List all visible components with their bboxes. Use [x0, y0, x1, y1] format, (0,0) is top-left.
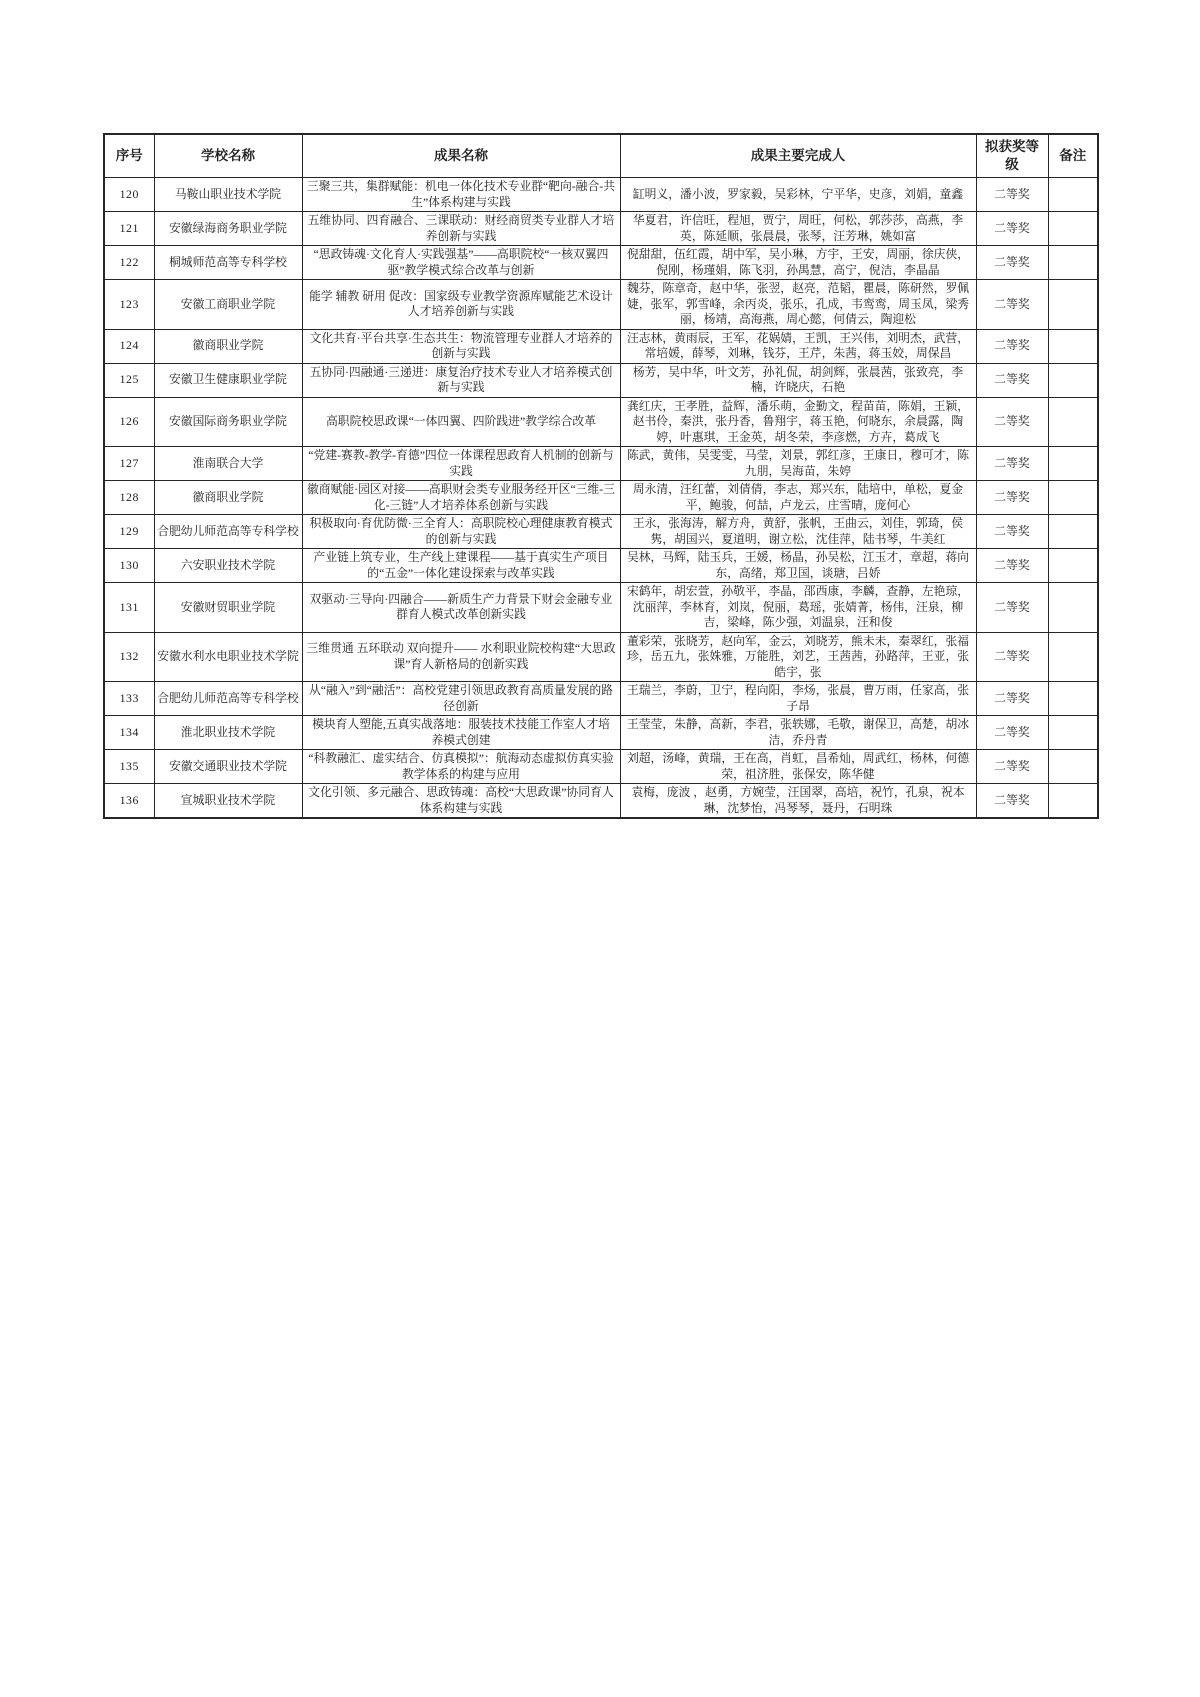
school-name-cell: 安徽水利水电职业技术学院 — [154, 632, 302, 682]
contributors-cell: 魏芬，陈章奇，赵中华，张翌，赵亮，范韬，瞿晨，陈研然，罗佩婕，张军，郭雪峰，余丙炎，张乐，孔成，韦鸾鸾，周玉凤，梁秀丽，杨靖，高海燕，周心懿，何倩云，陶迎松 — [620, 280, 976, 330]
contributors-cell: 袁梅，庞波 ，赵勇，方婉莹，汪国翠，高培，祝竹，孔泉，祝本琳，沈梦怡，冯琴琴，聂丹，石明珠 — [620, 784, 976, 819]
contributors-cell: 董彩荣，张晓芳，赵向军，金云，刘晓芳，熊未未，秦翠红，张福珍，岳五九，张姝雅，万能胜，刘艺，王茜茜，孙路萍，王亚，张皓宇，张 — [620, 632, 976, 682]
achievement-name-cell: “思政铸魂·文化育人·实践强基”——高职院校“一核双翼四驱”教学模式综合改革与创新 — [302, 246, 620, 280]
award-results-table — [103, 133, 1099, 819]
award-level-cell: 二等奖 — [976, 583, 1048, 633]
achievement-name-cell: 能学 辅教 研用 促改：国家级专业教学资源库赋能艺术设计人才培养创新与实践 — [302, 280, 620, 330]
serial-number-cell: 130 — [104, 549, 154, 583]
table-row — [104, 280, 1098, 330]
contributors-cell: 倪甜甜，伍红霞，胡中军，吴小琳，方宇，王安，周丽，徐庆侠，倪刚，杨瑾娟，陈飞羽，孙禺慧，高宁，倪洁，李晶晶 — [620, 246, 976, 280]
achievement-name-cell: 双驱动·三导向·四融合——新质生产力背景下财会金融专业群育人模式改革创新实践 — [302, 583, 620, 633]
table-row — [104, 447, 1098, 481]
serial-number-cell: 132 — [104, 632, 154, 682]
table-row — [104, 716, 1098, 750]
achievement-name-cell: “科教融汇、虚实结合、仿真模拟”：航海动态虚拟仿真实验教学体系的构建与应用 — [302, 750, 620, 784]
achievement-name-cell: 高职院校思政课“一体四翼、四阶践进”教学综合改革 — [302, 397, 620, 447]
table-row — [104, 397, 1098, 447]
contributors-cell: 缸明义，潘小波，罗家毅，吴彩林，宁平华，史彦，刘娟，童鑫 — [620, 178, 976, 212]
table-row — [104, 246, 1098, 280]
remarks-cell — [1048, 682, 1098, 716]
contributors-cell: 宋鹤年，胡宏萱，孙敬平，李晶，邵西康，李麟，查静，左艳琼，沈丽萍，李林育，刘岚，倪丽，葛瑶，张婧菁，杨伟，汪泉，柳吉，梁峰，陈少强，刘温泉，汪和俊 — [620, 583, 976, 633]
table-header-row — [104, 134, 1098, 178]
school-name-cell: 六安职业技术学院 — [154, 549, 302, 583]
table-row — [104, 329, 1098, 363]
award-level-cell: 二等奖 — [976, 280, 1048, 330]
serial-number-cell: 135 — [104, 750, 154, 784]
remarks-cell — [1048, 363, 1098, 397]
remarks-cell — [1048, 178, 1098, 212]
school-name-cell: 桐城师范高等专科学校 — [154, 246, 302, 280]
table-row — [104, 481, 1098, 515]
achievement-name-cell: 产业链上筑专业，生产线上建课程——基于真实生产项目的“五金”一体化建设探索与改革实践 — [302, 549, 620, 583]
school-name-cell: 淮南联合大学 — [154, 447, 302, 481]
award-level-cell: 二等奖 — [976, 784, 1048, 819]
achievement-name-cell: 模块育人塑能,五真实战落地：服装技术技能工作室人才培养模式创建 — [302, 716, 620, 750]
remarks-cell — [1048, 481, 1098, 515]
award-level-cell: 二等奖 — [976, 178, 1048, 212]
remarks-cell — [1048, 212, 1098, 246]
serial-number-cell: 122 — [104, 246, 154, 280]
school-name-cell: 徽商职业学院 — [154, 329, 302, 363]
header-school-name: 学校名称 — [154, 134, 302, 178]
contributors-cell: 华夏君，许信旺，程旭，贾宁，周旺，何松，郭莎莎，高燕，李英，陈延顺，张晨晨，张琴，汪芳琳，姚如富 — [620, 212, 976, 246]
award-level-cell: 二等奖 — [976, 246, 1048, 280]
achievement-name-cell: 积极取向·育优防微·三全育人：高职院校心理健康教育模式的创新与实践 — [302, 515, 620, 549]
table-row — [104, 549, 1098, 583]
school-name-cell: 淮北职业技术学院 — [154, 716, 302, 750]
achievement-name-cell: 五协同·四融通·三递进：康复治疗技术专业人才培养模式创新与实践 — [302, 363, 620, 397]
serial-number-cell: 121 — [104, 212, 154, 246]
award-level-cell: 二等奖 — [976, 716, 1048, 750]
serial-number-cell: 126 — [104, 397, 154, 447]
award-level-cell: 二等奖 — [976, 481, 1048, 515]
school-name-cell: 合肥幼儿师范高等专科学校 — [154, 682, 302, 716]
achievement-name-cell: 从“融入”到“融活”：高校党建引领思政教育高质量发展的路径创新 — [302, 682, 620, 716]
achievement-name-cell: 徽商赋能·园区对接——高职财会类专业服务经开区“三维-三化-三链”人才培养体系创新与实践 — [302, 481, 620, 515]
contributors-cell: 王永，张海涛，解方舟，黄舒，张帆，王曲云，刘佳，郭琦，侯隽，胡国兴，夏道明，谢立松，沈佳萍，陆书琴，牛美红 — [620, 515, 976, 549]
award-level-cell: 二等奖 — [976, 447, 1048, 481]
remarks-cell — [1048, 329, 1098, 363]
table-row — [104, 583, 1098, 633]
award-level-cell: 二等奖 — [976, 632, 1048, 682]
table-row — [104, 178, 1098, 212]
table-row — [104, 363, 1098, 397]
school-name-cell: 安徽国际商务职业学院 — [154, 397, 302, 447]
achievement-name-cell: 三维贯通 五环联动 双向提升—— 水利职业院校构建“大思政课”育人新格局的创新实践 — [302, 632, 620, 682]
school-name-cell: 马鞍山职业技术学院 — [154, 178, 302, 212]
contributors-cell: 周永清，汪红蕾，刘倩倩，李志，郑兴东，陆培中，单松，夏金平，鲍骏，何喆，卢龙云，庄雪晴，庞何心 — [620, 481, 976, 515]
table-row — [104, 212, 1098, 246]
serial-number-cell: 136 — [104, 784, 154, 819]
contributors-cell: 王莹莹，朱静，高新，李君，张轶娜，毛敬，谢保卫，高楚，胡冰洁，乔丹青 — [620, 716, 976, 750]
school-name-cell: 合肥幼儿师范高等专科学校 — [154, 515, 302, 549]
school-name-cell: 安徽财贸职业学院 — [154, 583, 302, 633]
table-row — [104, 632, 1098, 682]
achievement-name-cell: 三聚三共，集群赋能：机电一体化技术专业群“靶向-融合-共生”体系构建与实践 — [302, 178, 620, 212]
award-level-cell: 二等奖 — [976, 515, 1048, 549]
contributors-cell: 刘超，汤峰，黄瑞，王在高，肖虹，昌希灿，周武红，杨林，何德荣，祖济胜，张保安，陈华健 — [620, 750, 976, 784]
serial-number-cell: 134 — [104, 716, 154, 750]
award-level-cell: 二等奖 — [976, 397, 1048, 447]
award-level-cell: 二等奖 — [976, 329, 1048, 363]
contributors-cell: 龚红庆，王孝胜，益辉，潘乐萌，金勤文，程苗苗，陈娟，王颖，赵书伶，秦洪，张丹香，鲁翔宇，蒋玉艳，何晓东，余晨露，陶婷，叶惠琪，王金英，胡冬荣，李彦燃，方卉，葛成飞 — [620, 397, 976, 447]
serial-number-cell: 133 — [104, 682, 154, 716]
serial-number-cell: 125 — [104, 363, 154, 397]
school-name-cell: 徽商职业学院 — [154, 481, 302, 515]
remarks-cell — [1048, 397, 1098, 447]
contributors-cell: 杨芳，吴中华，叶文芳，孙礼侃，胡剑辉，张晨茜，张致亮，李楠，许晓庆，石艳 — [620, 363, 976, 397]
school-name-cell: 安徽卫生健康职业学院 — [154, 363, 302, 397]
contributors-cell: 王瑞兰，李蔚，卫宁，程向阳，李炀，张晨，曹万雨，任家高，张子昂 — [620, 682, 976, 716]
serial-number-cell: 124 — [104, 329, 154, 363]
school-name-cell: 安徽工商职业学院 — [154, 280, 302, 330]
achievement-name-cell: 文化引领、多元融合、思政铸魂：高校“大思政课”协同育人体系构建与实践 — [302, 784, 620, 819]
header-serial-number: 序号 — [104, 134, 154, 178]
serial-number-cell: 131 — [104, 583, 154, 633]
award-level-cell: 二等奖 — [976, 212, 1048, 246]
achievement-name-cell: 文化共育·平台共享·生态共生：物流管理专业群人才培养的创新与实践 — [302, 329, 620, 363]
remarks-cell — [1048, 515, 1098, 549]
contributors-cell: 吴林，马辉，陆玉兵，王媛，杨晶，孙吴松，江玉才，章超，蒋向东，高绪，郑卫国，谈瑭，吕娇 — [620, 549, 976, 583]
award-level-cell: 二等奖 — [976, 750, 1048, 784]
remarks-cell — [1048, 246, 1098, 280]
header-achievement-name: 成果名称 — [302, 134, 620, 178]
remarks-cell — [1048, 583, 1098, 633]
contributors-cell: 陈武，黄伟，吴雯雯，马莹，刘景，郭红彦，王康日，穆可才，陈九朋，吴海苗，朱婷 — [620, 447, 976, 481]
award-level-cell: 二等奖 — [976, 363, 1048, 397]
serial-number-cell: 120 — [104, 178, 154, 212]
award-level-cell: 二等奖 — [976, 682, 1048, 716]
table-row — [104, 682, 1098, 716]
serial-number-cell: 127 — [104, 447, 154, 481]
remarks-cell — [1048, 549, 1098, 583]
remarks-cell — [1048, 784, 1098, 819]
award-level-cell: 二等奖 — [976, 549, 1048, 583]
serial-number-cell: 129 — [104, 515, 154, 549]
remarks-cell — [1048, 750, 1098, 784]
remarks-cell — [1048, 716, 1098, 750]
table-body — [104, 178, 1098, 819]
serial-number-cell: 123 — [104, 280, 154, 330]
header-remarks: 备注 — [1048, 134, 1098, 178]
contributors-cell: 汪志林，黄雨辰，王军，花娲婧，王凯，王兴伟，刘明杰，武营，常培媛，薛琴，刘琳，钱芬，王芹，朱茜，蒋玉姣，周保昌 — [620, 329, 976, 363]
remarks-cell — [1048, 280, 1098, 330]
header-main-contributors: 成果主要完成人 — [620, 134, 976, 178]
table-row — [104, 750, 1098, 784]
header-award-level: 拟获奖等级 — [976, 134, 1048, 178]
school-name-cell: 安徽绿海商务职业学院 — [154, 212, 302, 246]
remarks-cell — [1048, 447, 1098, 481]
achievement-name-cell: “党建-赛教-教学-育德”四位一体课程思政育人机制的创新与实践 — [302, 447, 620, 481]
remarks-cell — [1048, 632, 1098, 682]
serial-number-cell: 128 — [104, 481, 154, 515]
school-name-cell: 宣城职业技术学院 — [154, 784, 302, 819]
table-row — [104, 784, 1098, 819]
achievement-name-cell: 五维协同、四育融合、三课联动：财经商贸类专业群人才培养创新与实践 — [302, 212, 620, 246]
school-name-cell: 安徽交通职业技术学院 — [154, 750, 302, 784]
table-row — [104, 515, 1098, 549]
